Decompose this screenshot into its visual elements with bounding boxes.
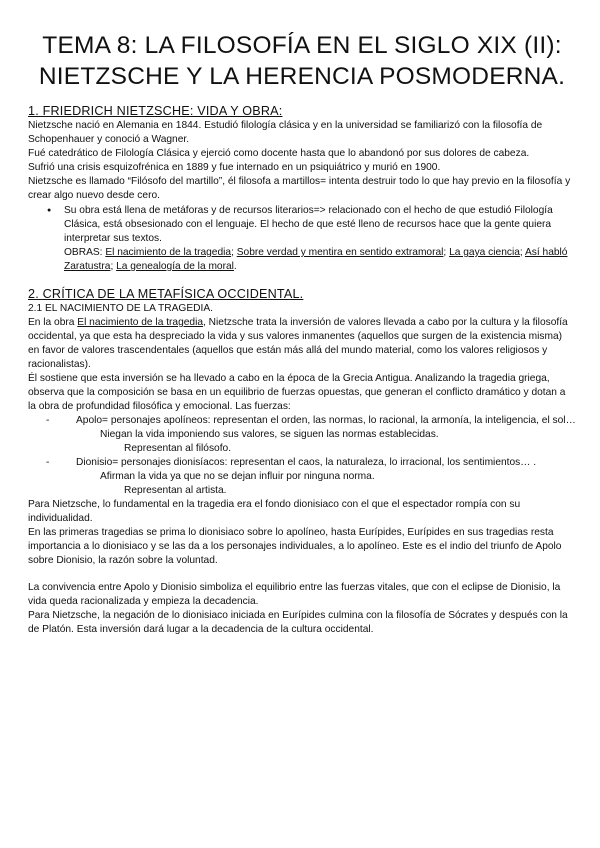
work-title: La genealogía de la moral <box>116 261 234 272</box>
paragraph: La convivencia entre Apolo y Dionisio simboliza el equilibrio entre las fuerzas vitales, que con el eclipse de Dionisio, la vida queda racionalizada y empieza la decadencia. <box>28 582 561 607</box>
work-title: Así habló Zaratustra <box>64 247 568 272</box>
work-title: La gaya ciencia <box>449 247 520 258</box>
list-item: ● Su obra está llena de metáforas y de recursos literarios=> relacionado con el hecho de que estudió Filología Clásica, está obsesionado con el lenguaje. El hecho de que esté lleno de recursos hace que la gente quiera interpretar sus textos. OBRAS: El nacimiento de la tragedia; Sobre verdad y mentira en sentido extramoral; La gaya ciencia; Así habló Zaratustra; La genealogía de la moral. <box>64 204 576 274</box>
page-title: TEMA 8: LA FILOSOFÍA EN EL SIGLO XIX (II): NIETZSCHE Y LA HERENCIA POSMODERNA. <box>38 32 566 90</box>
paragraph: En las primeras tragedias se prima lo dionisiaco sobre lo apolíneo, hasta Eurípides, Eurípides en sus tragedias resta importancia a lo dionisiaco y se las da a los personajes individuales, a lo apolíneo. Este es el indio del triunfo de Apolo sobre Dionisio, la razón sobre la voluntad. <box>28 527 562 566</box>
paragraph: Para Nietzsche, la negación de lo dionisiaco iniciada en Eurípides culmina con la filosofía de Sócrates y después con la de Platón. Esta inversión dará lugar a la decadencia de la cultura occidental. <box>28 610 568 635</box>
obras-label: OBRAS: <box>64 247 106 258</box>
work-title: El nacimiento de la tragedia <box>105 247 232 258</box>
bullet-list <box>28 204 576 274</box>
paragraph: Él sostiene que esta inversión se ha llevado a cabo en la época de la Grecia Antigua. Analizando la tragedia griega, observa que la composición se basa en un equilibrio de fuerzas opuestas, que generan el conflicto dramático y dotan a la obra de profundidad filosófica y emocional. Las fuerzas: <box>28 373 566 412</box>
section-1-heading: 1. FRIEDRICH NIETZSCHE: VIDA Y OBRA: <box>28 104 283 118</box>
paragraph: Nietzsche nació en Alemania en 1844. Estudió filología clásica y en la universidad se familiarizó con la filosofía de Schopenhauer y conoció a Wagner. <box>28 120 543 145</box>
work-title: El nacimiento de la tragedia <box>77 317 204 328</box>
bullet-text: Su obra está llena de metáforas y de recursos literarios=> relacionado con el hecho de que estudió Filología Clásica, está obsesionado con el lenguaje. El hecho de que esté lleno de recursos hace que la gente quiera interpretar sus textos. <box>64 205 553 244</box>
paragraph: Representan al filósofo. <box>124 443 232 454</box>
paragraph: Sufrió una crisis esquizofrénica en 1889 y fue internado en un psiquiátrico y murió en 1900. <box>28 162 441 173</box>
paragraph: Fué catedrático de Filología Clásica y ejerció como docente hasta que lo abandonó por sus dolores de cabeza. <box>28 148 530 159</box>
subsection-heading: 2.1 EL NACIMIENTO DE LA TRAGEDIA. <box>28 303 213 314</box>
paragraph: Representan al artista. <box>124 485 227 496</box>
document-page <box>28 30 576 637</box>
list-item: - Apolo= personajes apolíneos: representan el orden, las normas, lo racional, la armonía, la inteligencia, el sol… <box>76 414 576 428</box>
section-2-heading: 2. CRÍTICA DE LA METAFÍSICA OCCIDENTAL. <box>28 287 304 301</box>
work-title: Sobre verdad y mentira en sentido extramoral <box>236 247 444 258</box>
paragraph: Afirman la vida ya que no se dejan influir por ninguna norma. <box>100 471 375 482</box>
paragraph: Nietzsche es llamado “Filósofo del martillo”, él filosofa a martillos= intenta destruir todo lo que hay previo en la filosofía y crear algo nuevo desde cero. <box>28 176 571 201</box>
paragraph: En la obra El nacimiento de la tragedia, Nietzsche trata la inversión de valores llevada a cabo por la cultura y la filosofía occidental, ya que esta ha despreciado la vida y sus valores inmanentes (aquellos que surgen de la existencia misma) en favor de valores trascendentales (aquellos que están más allá del mundo material, como los valores religiosos y racionalistas). <box>28 317 568 370</box>
forces-list <box>28 414 576 428</box>
paragraph: Para Nietzsche, lo fundamental en la tragedia era el fondo dionisiaco con el que el espectador rompía con su individualidad. <box>28 499 521 524</box>
forces-list <box>28 456 576 470</box>
list-item: - Dionisio= personajes dionisíacos: representan el caos, la naturaleza, lo irracional, los sentimientos… . <box>76 456 576 470</box>
paragraph: Niegan la vida imponiendo sus valores, se siguen las normas establecidas. <box>100 429 439 440</box>
